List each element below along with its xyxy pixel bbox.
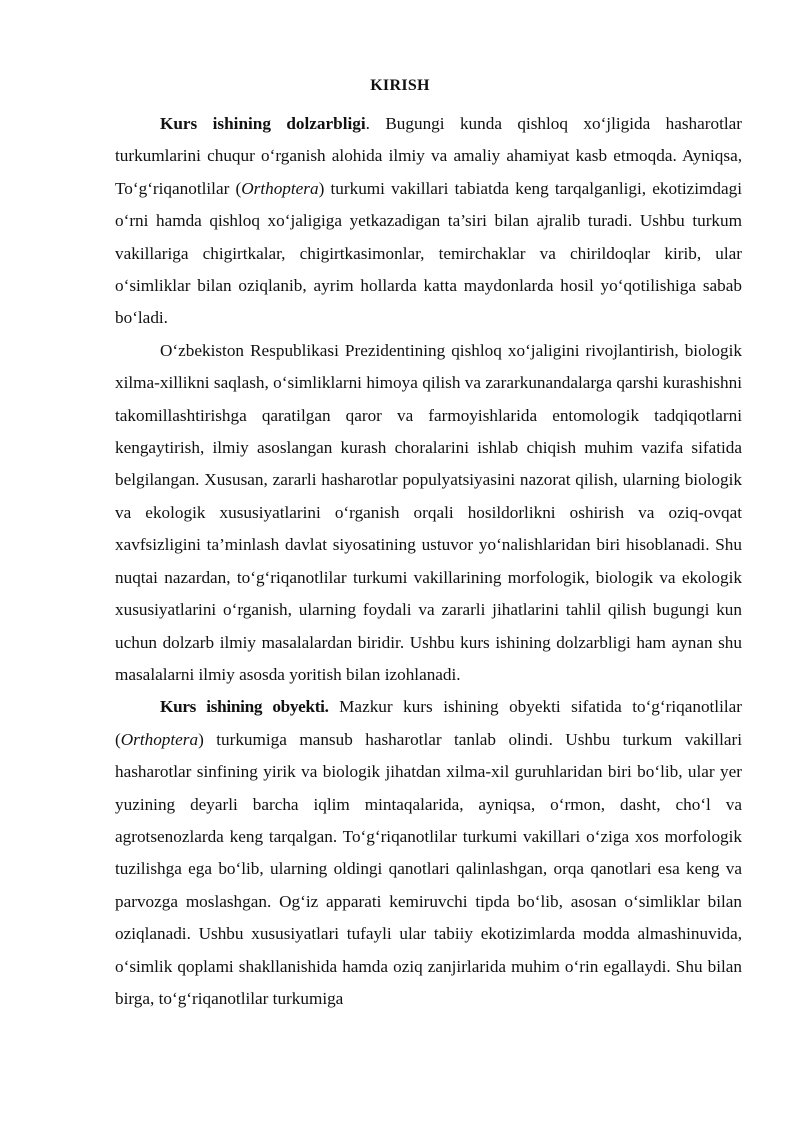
paragraph-decree: O‘zbekiston Respublikasi Prezidentining qishloq xo‘jaligini rivojlantirish, biologik xilma-xillikni saqlash, o‘simliklarni himoya qilish va zararkunandalarga qarshi kurashishni takomillashtirishga qaratilgan qaror va farmoyishlarida entomologik tadqiqotlarni kengaytirish, ilmiy asoslangan kurash choralarini ishlab chiqish muhim vazifa sifatida belgilangan. Xususan, zararli hasharotlar populyatsiyasini nazorat qilish, ularning biologik va ekologik xususiyatlarini o‘rganish orqali hosildorlikni oshirish va oziq-ovqat xavfsizligini ta’minlash davlat siyosatining ustuvor yo‘nalishlaridan biri hisoblanadi. Shu nuqtai nazardan, to‘g‘riqanotlilar turkumi vakillarining morfologik, biologik va ekologik xususiyatlarini o‘rganish, ularning foydali va zararli jihatlarini tahlil qilish bugungi kun uchun dolzarb ilmiy masalalardan biridir. Ushbu kurs ishining dolzarbligi ham aynan shu masalalarni ilmiy asosda yoritish bilan izohlanadi. — [115, 340, 742, 684]
relevance-latin-term: Orthoptera — [241, 178, 319, 198]
object-text-2: ) turkumiga mansub hasharotlar tanlab olindi. Ushbu turkum vakillari hasharotlar sinfining yirik va biologik jihatdan xilma-xil guruhlaridan biri bo‘lib, ular yer yuzining deyarli barcha iqlim mintaqalarida, ayniqsa, o‘rmon, dasht, cho‘l va agrotsenozlarda keng tarqalgan. To‘g‘riqanotlilar turkumi vakillari o‘ziga xos morfologik tuzilishga ega bo‘lib, ularning oldingi qanotlari qalinlashgan, orqa qanotlari esa keng va parvozga moslashgan. Og‘iz apparati kemiruvchi tipda bo‘lib, asosan o‘simliklar bilan oziqlanadi. Ushbu xususiyatlari tufayli ular tabiiy ekotizimlarda modda almashinuvida, o‘simlik qoplami shakllanishida hamda oziq zanjirlarida muhim o‘rin egallaydi. Shu bilan birga, to‘g‘riqanotlilar turkumiga — [115, 729, 742, 1008]
paragraph-relevance — [115, 108, 742, 335]
page-title: KIRISH — [370, 77, 430, 94]
paragraph-object — [115, 691, 742, 1015]
object-latin-term: Orthoptera — [120, 729, 199, 749]
object-text-1: Mazkur kurs ishining obyekti sifatida to‘g‘riqanotlilar ( — [115, 697, 742, 749]
object-heading: Kurs ishining obyekti. — [160, 697, 329, 717]
document-body — [115, 108, 742, 1015]
relevance-heading: Kurs ishining dolzarbligi — [160, 114, 366, 133]
relevance-text-1: Bugungi kunda qishloq xo‘jligida hasharotlar turkumlarini chuqur o‘rganish alohida ilmiy va amaliy ahamiyat kasb etmoqda. Ayniqsa, To‘g‘riqanotlilar ( — [115, 114, 742, 198]
relevance-heading-period: . — [365, 114, 370, 133]
relevance-text-2: ) turkumi vakillari tabiatda keng tarqalganligi, ekotizimdagi o‘rni hamda qishloq xo‘jaligiga yetkazadigan ta’siri bilan ajralib turadi. Ushbu turkum vakillariga chigirtkalar, chigirtkasimonlar, temirchaklar va chirildoqlar kirib, ular o‘simliklar bilan oziqlanib, ayrim hollarda katta maydonlarda hosil yo‘qotilishiga sabab bo‘ladi. — [115, 178, 742, 328]
